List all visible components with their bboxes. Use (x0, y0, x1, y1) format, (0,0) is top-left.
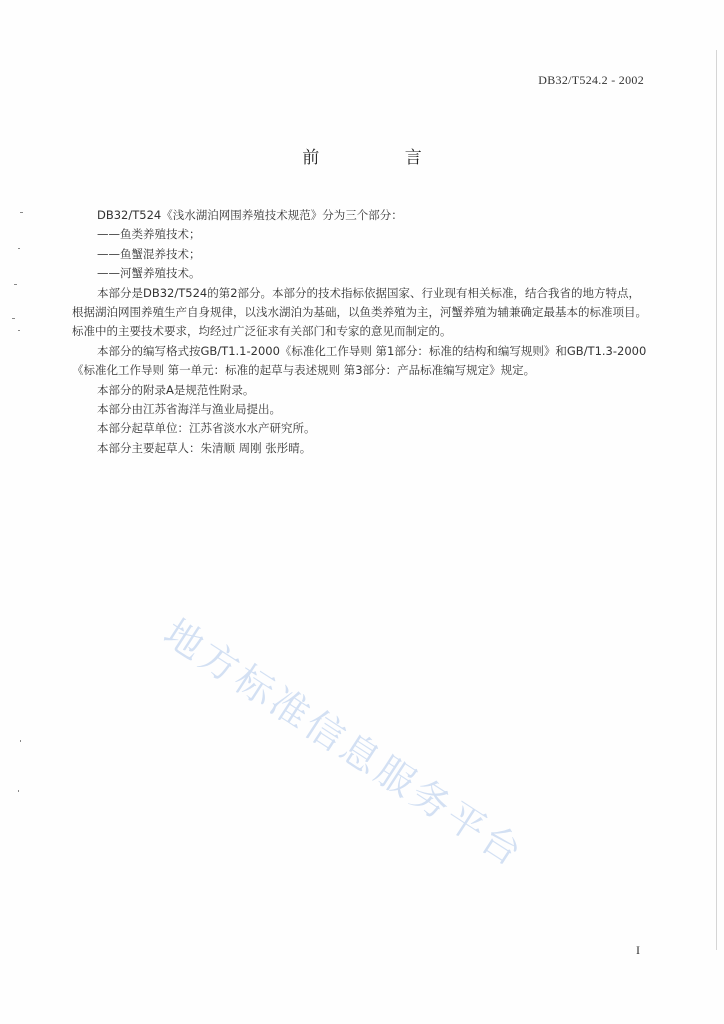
list-item-fish: ——鱼类养殖技术； (97, 227, 201, 242)
scan-speck (18, 790, 19, 792)
page-number: I (636, 943, 640, 957)
standard-code: DB32/T524.2 - 2002 (538, 73, 644, 87)
paragraph-format: 本部分的编写格式按GB/T1.1-2000《标准化工作导则 第1部分：标准的结构和编写规则》和GB/T1.3-2000《标准化工作导则 第一单元：标准的起草与表述规则 第3部分：产品标准编写规定》规定。 (72, 343, 647, 378)
list-item-fish-crab: ——鱼蟹混养技术； (97, 246, 201, 261)
paragraph-drafting-unit: 本部分起草单位：江苏省淡水水产研究所。 (97, 421, 316, 436)
paragraph-drafters: 本部分主要起草人：朱清顺 周刚 张彤晴。 (97, 440, 312, 455)
list-item-crab: ——河蟹养殖技术。 (97, 266, 201, 281)
paragraph-scope: 本部分是DB32/T524的第2部分。本部分的技术指标依据国家、行业现有相关标准，结合我省的地方特点，根据湖泊网围养殖生产自身规律，以浅水湖泊为基础，以鱼类养殖为主，河蟹养殖为辅兼确定最基本的标准项目。标准中的主要技术要求，均经过广泛征求有关部门和专家的意见而制定的。 (72, 285, 647, 339)
scan-speck (20, 740, 21, 742)
scan-speck (18, 248, 20, 249)
foreword-body (72, 206, 647, 458)
scan-speck (716, 50, 717, 950)
paragraph-intro: DB32/T524《浅水湖泊网围养殖技术规范》分为三个部分： (97, 208, 403, 222)
page-title: 前 言 (302, 148, 462, 168)
scan-speck (14, 284, 17, 285)
watermark: 地方标准信息服务平台 (156, 610, 533, 877)
paragraph-appendix: 本部分的附录A是规范性附录。 (97, 382, 255, 397)
scan-speck (12, 318, 15, 319)
paragraph-proposer: 本部分由江苏省海洋与渔业局提出。 (97, 402, 281, 417)
scan-speck (20, 212, 23, 213)
scan-speck (18, 330, 20, 331)
